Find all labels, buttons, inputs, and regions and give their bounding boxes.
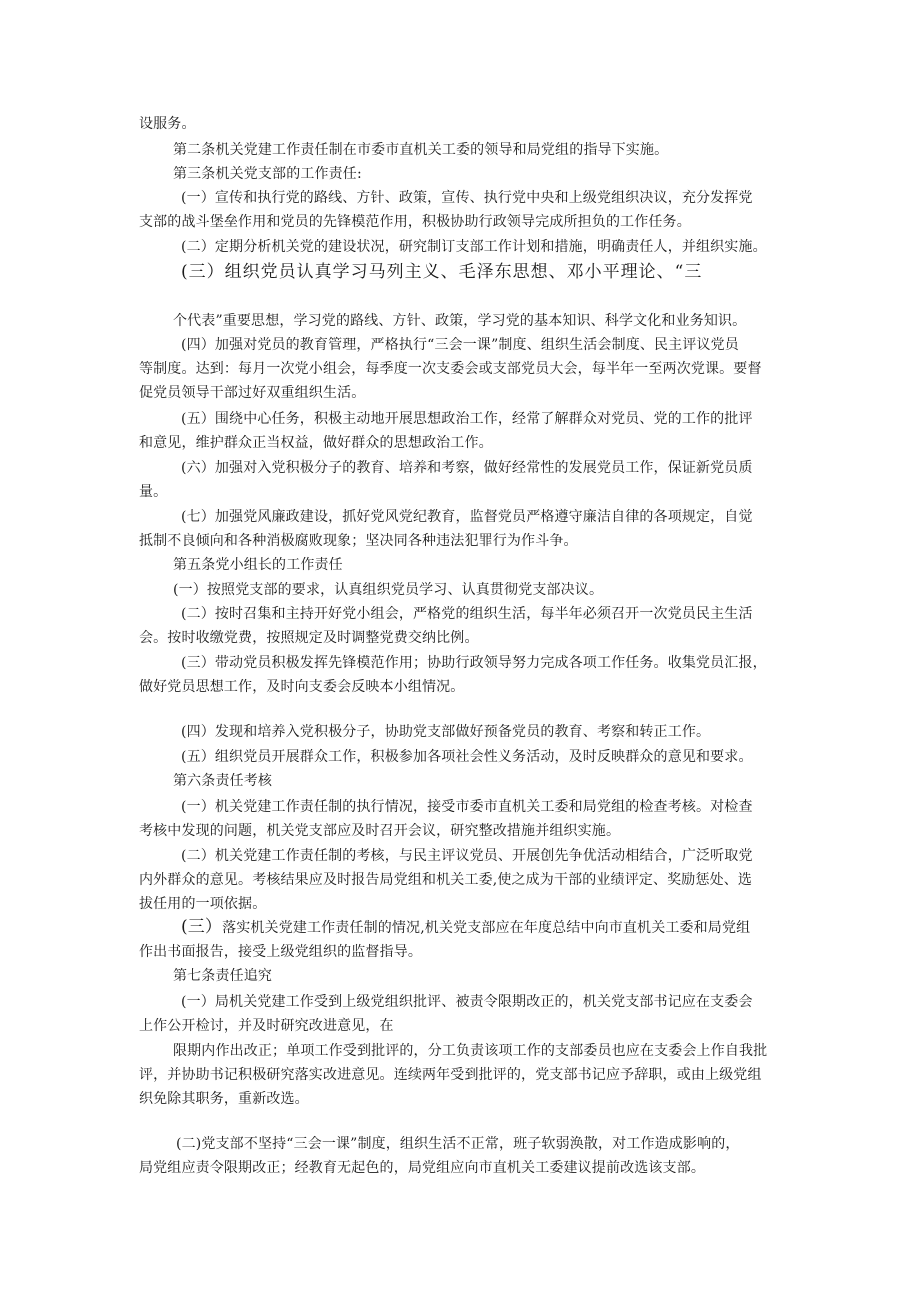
item-marker: (三） bbox=[181, 917, 223, 937]
article-heading: 第三条机关党支部的工作责任: bbox=[173, 166, 362, 182]
paragraph-line: 促党员领导干部过好双重组织生活。 bbox=[139, 385, 366, 401]
paragraph-line: 内外群众的意见。考核结果应及时报告局党组和机关工委,使之成为干部的业绩评定、奖励惩处、选 bbox=[139, 872, 753, 888]
article-heading: 第二条机关党建工作责任制在市委市直机关工委的领导和局党组的指导下实施。 bbox=[173, 142, 669, 158]
paragraph-line: 限期内作出改正；单项工作受到批评的，分工负责该项工作的支部委员也应在支委会上作自我批 bbox=[173, 1043, 768, 1059]
paragraph-line: (四）发现和培养入党积极分子，协助党支部做好预备党员的教育、考察和转正工作。 bbox=[181, 724, 711, 740]
paragraph-line: 等制度。达到：每月一次党小组会，每季度一次支委会或支部党员大会，每半年一至两次党课。要督 bbox=[139, 361, 762, 377]
paragraph-line: (一）机关党建工作责任制的执行情况，接受市委市直机关工委和局党组的检查考核。对检查 bbox=[181, 799, 753, 815]
article-heading: 第七条责任追究 bbox=[173, 968, 273, 984]
paragraph-line: 支部的战斗堡垒作用和党员的先锋模范作用，积极协助行政领导完成所担负的工作任务。 bbox=[139, 214, 691, 230]
paragraph-line: 量。 bbox=[139, 484, 168, 500]
paragraph-line: 织免除其职务，重新改选。 bbox=[139, 1091, 309, 1107]
paragraph-line: (一）按照党支部的要求，认真组织党员学习、认真贯彻党支部决议。 bbox=[173, 582, 604, 598]
paragraph-line: 局党组应责令限期改正；经教育无起色的，局党组应向市直机关工委建议提前改选该支部。 bbox=[139, 1160, 705, 1176]
article-heading: 第五条党小组长的工作责任 bbox=[173, 557, 343, 573]
paragraph-line: 抵制不良倾向和各种消极腐败现象；坚决同各种违法犯罪行为作斗争。 bbox=[139, 533, 578, 549]
paragraph-line: (三）带动党员积极发挥先锋模范作用；协助行政领导努力完成各项工作任务。收集党员汇报， bbox=[181, 655, 767, 671]
paragraph-line: (五）围绕中心任务，积极主动地开展思想政治工作，经常了解群众对党员、党的工作的批评 bbox=[181, 411, 753, 427]
paragraph-line: 设服务。 bbox=[139, 116, 196, 132]
paragraph-line: 个代表”重要思想，学习党的路线、方针、政策，学习党的基本知识、科学文化和业务知识。 bbox=[173, 313, 747, 329]
article-heading: 第六条责任考核 bbox=[173, 773, 273, 789]
paragraph-line: 和意见，维护群众正当权益，做好群众的思想政治工作。 bbox=[139, 435, 493, 451]
paragraph-line: (五）组织党员开展群众工作，积极参加各项社会性义务活动，及时反映群众的意见和要求。 bbox=[181, 749, 753, 765]
paragraph-line: (二)党支部不坚持“三会一课”制度，组织生活不正常，班子软弱涣散，对工作造成影响的， bbox=[176, 1136, 740, 1152]
paragraph-line: (六）加强对入党积极分子的教育、培养和考察，做好经常性的发展党员工作，保证新党员质 bbox=[181, 460, 753, 476]
paragraph-line: (三）组织党员认真学习马列主义、毛泽东思想、邓小平理论、“三 bbox=[181, 262, 703, 282]
paragraph-line: 会。按时收缴党费，按照规定及时调整党费交纳比例。 bbox=[139, 630, 479, 646]
paragraph-line: 考核中发现的问题，机关党支部应及时召开会议，研究整改措施并组织实施。 bbox=[139, 823, 621, 839]
paragraph-line: (二）定期分析机关党的建设状况，研究制订支部工作计划和措施，明确责任人，并组织实施。 bbox=[181, 239, 767, 255]
paragraph-line: (二）机关党建工作责任制的考核，与民主评议党员、开展创先争优活动相结合，广泛听取党 bbox=[181, 848, 753, 864]
paragraph-line: 上作公开检讨，并及时研究改进意见，在 bbox=[139, 1018, 394, 1034]
paragraph-line: (七）加强党风廉政建设，抓好党风党纪教育，监督党员严格遵守廉洁自律的各项规定，自觉 bbox=[181, 509, 753, 525]
paragraph-line: (四）加强对党员的教育管理，严格执行“三会一课”制度、组织生活会制度、民主评议党员 bbox=[181, 337, 739, 353]
paragraph-line: 拔任用的一项依据。 bbox=[139, 896, 267, 912]
paragraph-line bbox=[181, 917, 750, 938]
paragraph-line: 做好党员思想工作，及时向支委会反映本小组情况。 bbox=[139, 679, 465, 695]
paragraph-line: 评，并协助书记积极研究落实改进意见。连续两年受到批评的，党支部书记应予辞职，或由上级党组 bbox=[139, 1067, 762, 1083]
paragraph-line: 作出书面报告，接受上级党组织的监督指导。 bbox=[139, 944, 422, 960]
paragraph-line: (一）宣传和执行党的路线、方针、政策，宣传、执行党中央和上级党组织决议，充分发挥党 bbox=[181, 190, 753, 206]
paragraph-line: (一）局机关党建工作受到上级党组织批评、被责令限期改正的，机关党支部书记应在支委会 bbox=[181, 994, 753, 1010]
item-text: 落实机关党建工作责任制的情况,机关党支部应在年度总结中向市直机关工委和局党组 bbox=[222, 920, 751, 936]
paragraph-line: (二）按时召集和主持开好党小组会，严格党的组织生活，每半年必须召开一次党员民主生活 bbox=[181, 606, 753, 622]
